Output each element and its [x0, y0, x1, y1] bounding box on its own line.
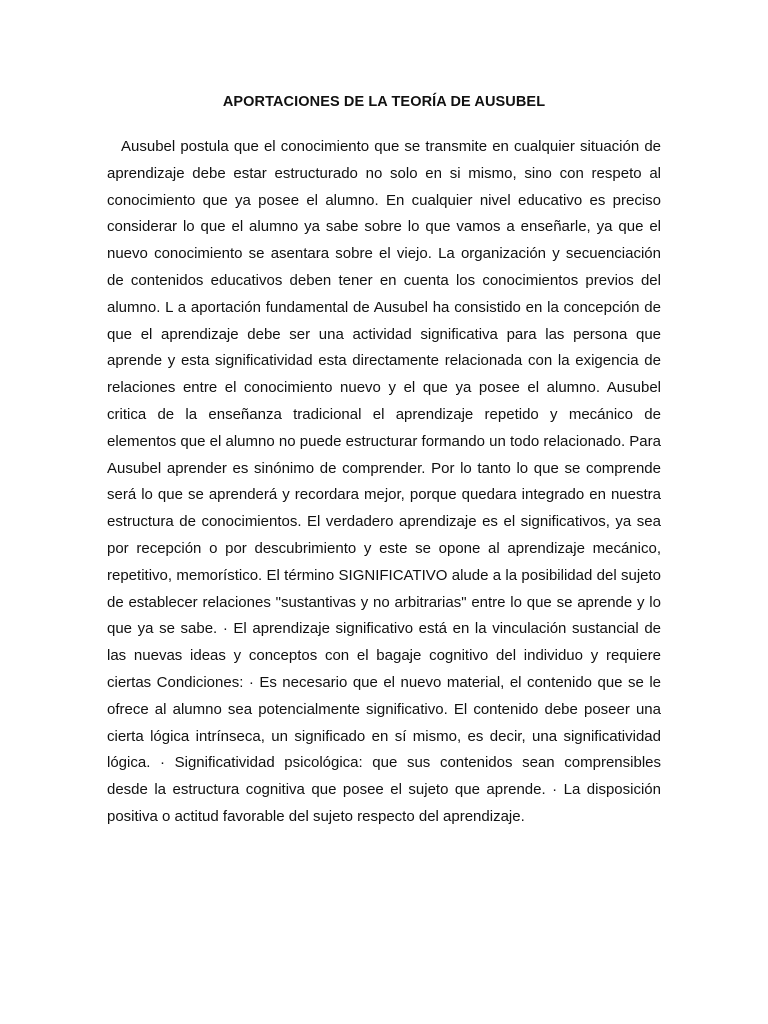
document-title: APORTACIONES DE LA TEORÍA DE AUSUBEL: [222, 94, 546, 110]
document-paragraph: Ausubel postula que el conocimiento que se transmite en cualquier situación de aprendizaje debe estar estructurado no solo en si mismo, sino con respeto al conocimiento que ya posee el alumno. En cualquier nivel educativo es preciso considerar lo que el alumno ya sabe sobre lo que vamos a enseñarle, ya que el nuevo conocimiento se asentara sobre el viejo. La organización y secuenciación de contenidos educativos deben tener en cuenta los conocimientos previos del alumno. L a aportación fundamental de Ausubel ha consistido en la concepción de que el aprendizaje debe ser una actividad significativa para las persona que aprende y esta significatividad esta directamente relacionada con la exigencia de relaciones entre el conocimiento nuevo y el que ya posee el alumno. Ausubel critica de la enseñanza tradicional el aprendizaje repetido y mecánico de elementos que el alumno no puede estructurar formando un todo relacionado. Para Ausubel aprender es sinónimo de comprender. Por lo tanto lo que se comprende será lo que se aprenderá y recordara mejor, porque quedara integrado en nuestra estructura de conocimientos. El verdadero aprendizaje es el significativos, ya sea por recepción o por descubrimiento y este se opone al aprendizaje mecánico, repetitivo, memorístico. El término SIGNIFICATIVO alude a la posibilidad del sujeto de establecer relaciones "sustantivas y no arbitrarias" entre lo que se aprende y lo que ya se sabe. · El aprendizaje significativo está en la vinculación sustancial de las nuevas ideas y conceptos con el bagaje cognitivo del individuo y requiere ciertas Condiciones: · Es necesario que el nuevo material, el contenido que se le ofrece al alumno sea potencialmente significativo. El contenido debe poseer una cierta lógica intrínseca, un significado en sí mismo, es decir, una significatividad lógica. · Significatividad psicológica: que sus contenidos sean comprensibles desde la estructura cognitiva que posee el sujeto que aprende. · La disposición positiva o actitud favorable del sujeto respecto del aprendizaje.: [107, 138, 661, 825]
